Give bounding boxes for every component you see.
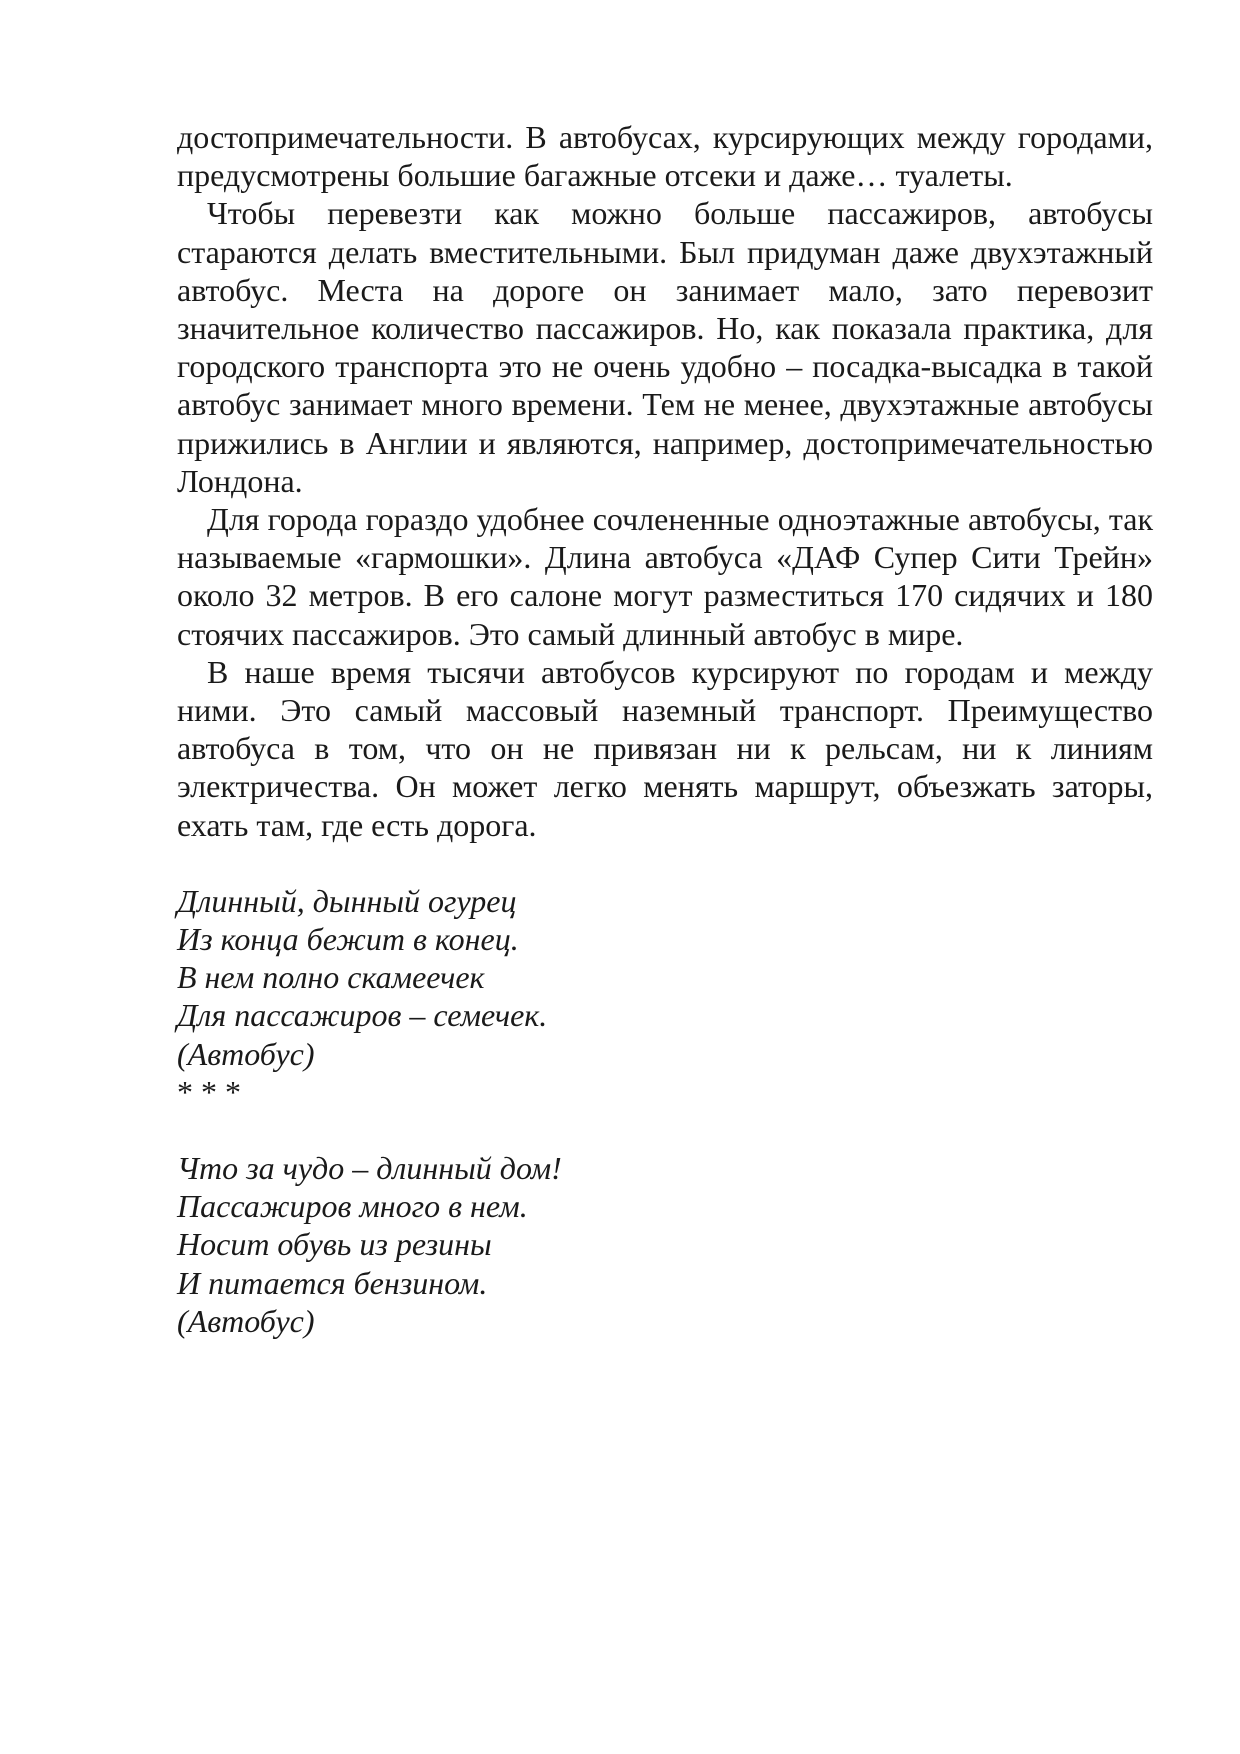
riddle-answer: (Автобус): [177, 1302, 315, 1339]
paragraph-4: В наше время тысячи автобусов курсируют по городам и между ними. Это самый массовый наземный транспорт. Преимущество автобуса в том, что он не привязан ни к рельсам, ни к линиям электричества. Он может легко менять маршрут, объезжать заторы, ехать там, где есть дорога.: [177, 653, 1153, 843]
paragraph-1: достопримечательности. В автобусах, курсирующих между городами, предусмотрены большие багажные отсеки и даже… туалеты.: [177, 119, 1153, 194]
riddle-line: Для пассажиров – семечек.: [177, 997, 548, 1034]
riddle-line: Из конца бежит в конец.: [177, 921, 519, 958]
riddle-line: Носит обувь из резины: [177, 1226, 492, 1263]
riddle-line: Что за чудо – длинный дом!: [177, 1150, 562, 1187]
riddle-answer: (Автобус): [177, 1035, 315, 1072]
riddle-line: Длинный, дынный огурец: [177, 882, 517, 919]
paragraph-3: Для города гораздо удобнее сочлененные одноэтажные автобусы, так называемые «гармошки». Длина автобуса «ДАФ Супер Сити Трейн» около 32 метров. В его салоне могут разместиться 170 сидячих и 180 стоячих пассажиров. Это самый длинный автобус в мире.: [177, 501, 1153, 652]
riddle-2: [177, 1149, 1153, 1340]
paragraph-2: Чтобы перевезти как можно больше пассажиров, автобусы стараются делать вместительными. Был придуман даже двухэтажный автобус. Места на дороге он занимает мало, зато перевозит значительное количество пассажиров. Но, как показала практика, для городского транспорта это не очень удобно – посадка-высадка в такой автобус занимает много времени. Тем не менее, двухэтажные автобусы прижились в Англии и являются, например, достопримечательностью Лондона.: [177, 195, 1153, 499]
riddle-line: И питается бензином.: [177, 1264, 488, 1301]
riddle-line: Пассажиров много в нем.: [177, 1188, 528, 1225]
document-page: [177, 118, 1153, 1340]
riddle-line: В нем полно скамеечек: [177, 959, 485, 996]
riddle-1: [177, 882, 1153, 1073]
riddles-section: [177, 882, 1153, 1340]
riddle-separator: * * *: [177, 1073, 241, 1110]
